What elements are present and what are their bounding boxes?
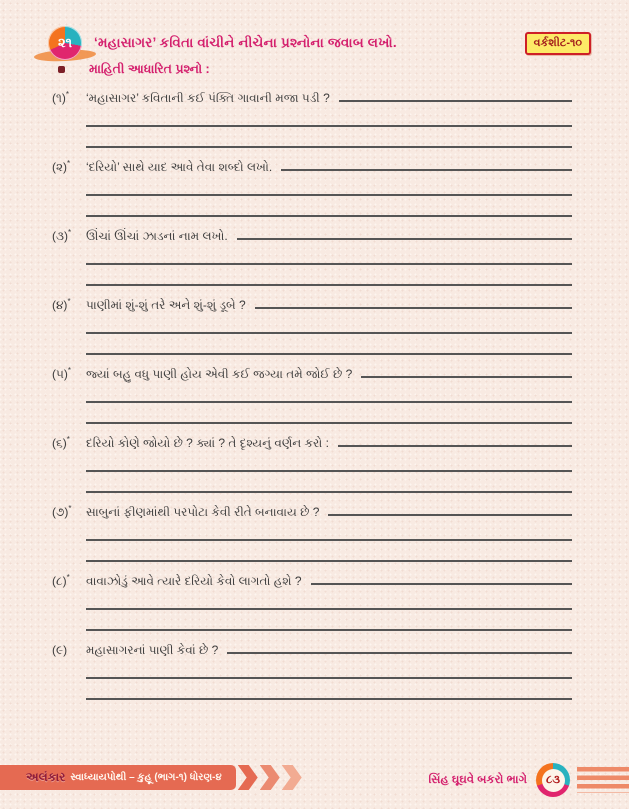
worksheet-badge: વર્કશીટ-૧૦ xyxy=(525,32,591,55)
footer xyxy=(0,763,629,793)
answer-line[interactable] xyxy=(86,610,572,631)
answer-line[interactable] xyxy=(86,106,572,127)
question-number: (૧)* xyxy=(52,90,69,105)
question-block xyxy=(52,502,572,562)
question-block xyxy=(52,433,572,493)
star-icon: * xyxy=(66,435,70,444)
answer-line[interactable] xyxy=(86,334,572,355)
book-title: સ્વાધ્યાયપોથી – કુહૂ (ભાગ-૧) ધોરણ-૪ xyxy=(70,772,222,783)
chapter-title: સિંહ ઘૂઘવે બકરો ભાગે xyxy=(428,773,527,786)
answer-line[interactable] xyxy=(328,514,572,516)
question-block xyxy=(52,226,572,286)
question-number: (૬)* xyxy=(52,435,70,450)
answer-line[interactable] xyxy=(255,307,572,309)
answer-line[interactable] xyxy=(311,583,572,585)
chevron-right-icon xyxy=(282,765,302,790)
question-number: (૯) xyxy=(52,643,68,657)
header xyxy=(48,26,591,60)
answer-line[interactable] xyxy=(86,313,572,334)
answer-line[interactable] xyxy=(339,100,572,102)
question-number: (૫)* xyxy=(52,366,72,381)
question-text: દરિયો કોણે જોયો છે ? ક્યાં ? તે દૃશ્યનું વર્ણન કરો : xyxy=(86,436,329,450)
page-number: ૮૩ xyxy=(542,769,565,792)
question-number: (૩)* xyxy=(52,228,72,243)
star-icon: * xyxy=(66,573,70,582)
question-number: (૪)* xyxy=(52,297,71,312)
answer-line[interactable] xyxy=(86,265,572,286)
answer-line[interactable] xyxy=(86,679,572,700)
question-block xyxy=(52,364,572,424)
question-text: મહાસાગરનાં પાણી કેવાં છે ? xyxy=(86,643,219,657)
page-title: ‘મહાસાગર’ કવિતા વાંચીને નીચેના પ્રશ્નોના જવાબ લખો. xyxy=(94,35,397,50)
publisher-brand: અલંકાર xyxy=(26,770,66,784)
star-icon: * xyxy=(67,228,72,237)
stripes-decoration xyxy=(577,767,629,793)
question-text: વાવાઝોડું આવે ત્યારે દરિયો કેવો લાગતો હશે ? xyxy=(86,574,302,588)
chevron-right-icon xyxy=(238,765,258,790)
star-icon: * xyxy=(68,504,72,513)
chevron-right-icon xyxy=(260,765,280,790)
footer-book-band xyxy=(0,765,302,790)
question-block xyxy=(52,157,572,217)
lesson-number-badge xyxy=(48,26,82,60)
answer-line[interactable] xyxy=(338,445,572,447)
question-text: ‘મહાસાગર’ કવિતાની કઈ પંક્તિ ગાવાની મજા પડી ? xyxy=(86,91,330,105)
question-text: જ્યાં બહુ વધુ પાણી હોય એવી કઈ જગ્યા તમે જોઈ છે ? xyxy=(86,367,353,381)
answer-line[interactable] xyxy=(86,472,572,493)
question-block xyxy=(52,571,572,631)
page-number-badge xyxy=(536,763,570,797)
questions-list xyxy=(52,88,572,709)
answer-line[interactable] xyxy=(86,127,572,148)
star-icon: * xyxy=(67,297,71,306)
answer-line[interactable] xyxy=(86,382,572,403)
answer-line[interactable] xyxy=(281,169,572,171)
answer-line[interactable] xyxy=(86,451,572,472)
question-text: ઊંચાં ઊંચાં ઝાડનાં નામ લખો. xyxy=(86,229,228,243)
bullet-icon xyxy=(58,66,65,73)
star-icon: * xyxy=(67,366,72,375)
question-block xyxy=(52,88,572,148)
question-number: (૭)* xyxy=(52,504,72,519)
lesson-number: ૨૧ xyxy=(48,26,82,60)
answer-line[interactable] xyxy=(86,520,572,541)
answer-line[interactable] xyxy=(237,238,572,240)
answer-line[interactable] xyxy=(361,376,572,378)
section-header xyxy=(58,62,210,77)
answer-line[interactable] xyxy=(227,652,572,654)
section-label: માહિતી આધારિત પ્રશ્નો : xyxy=(89,62,210,76)
answer-line[interactable] xyxy=(86,244,572,265)
answer-line[interactable] xyxy=(86,175,572,196)
question-text: ‘દરિયો’ સાથે યાદ આવે તેવા શબ્દો લખો. xyxy=(86,160,273,174)
star-icon: * xyxy=(67,159,71,168)
answer-line[interactable] xyxy=(86,403,572,424)
footer-book-bar xyxy=(0,765,236,790)
question-number: (૨)* xyxy=(52,159,71,174)
question-number: (૮)* xyxy=(52,573,70,588)
answer-line[interactable] xyxy=(86,196,572,217)
question-block xyxy=(52,640,572,700)
star-icon: * xyxy=(65,90,69,99)
question-text: સાબુનાં ફીણમાંથી પરપોટા કેવી રીતે બનાવાય છે ? xyxy=(86,505,320,519)
answer-line[interactable] xyxy=(86,589,572,610)
answer-line[interactable] xyxy=(86,658,572,679)
footer-page-band xyxy=(429,763,629,797)
question-text: પાણીમાં શું-શું તરે અને શું-શું ડૂબે ? xyxy=(86,298,246,312)
question-block xyxy=(52,295,572,355)
answer-line[interactable] xyxy=(86,541,572,562)
